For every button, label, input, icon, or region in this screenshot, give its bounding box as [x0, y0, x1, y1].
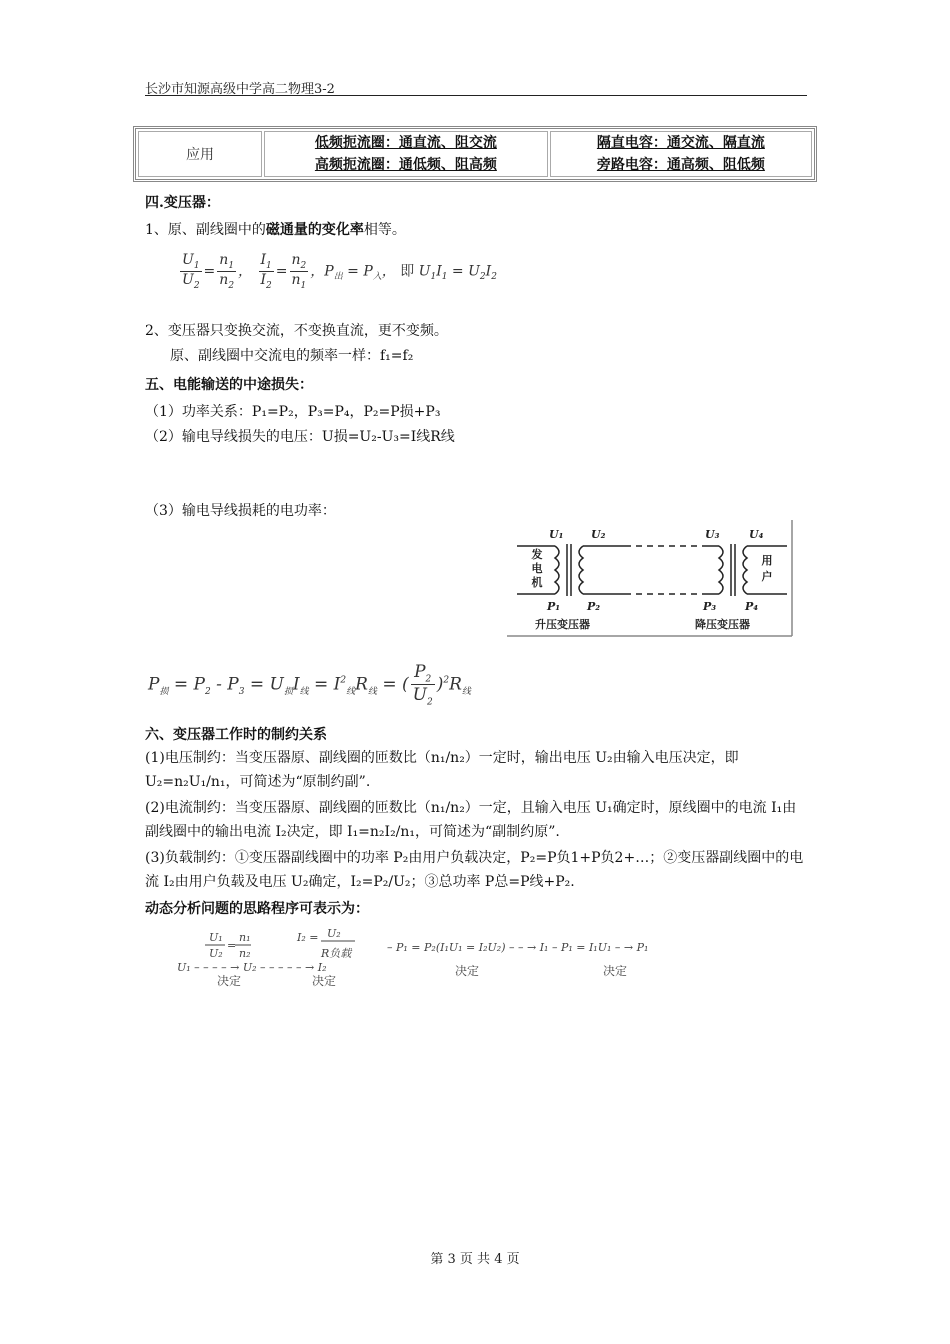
application-table	[133, 126, 817, 182]
svg-text:– P₁ = P₂(I₁U₁ = I₂U₂) – – → I: – P₁ = P₂(I₁U₁ = I₂U₂) – – → I₁ – P₁ = I₁U₁ – → P₁	[387, 941, 649, 954]
table-left-cell	[264, 131, 548, 177]
label-p1: P₁	[547, 600, 561, 613]
section-6-p3: (3)负载制约：①变压器副线圈中的功率 P₂由用户负载决定，P₂=P负1+P负2+…；②变压器副线圈中的电流 I₂由用户负载及电压 U₂确定，I₂=P₂/U₂；③总功率 P总=P线+P₂.	[145, 850, 804, 890]
section-6-title: 六、变压器工作时的制约关系	[145, 727, 327, 743]
line1-pre: 1、原、副线圈中的	[145, 222, 266, 238]
transmission-diagram	[505, 518, 795, 638]
svg-text:I₂ =: I₂ =	[297, 931, 319, 944]
label-u1: U₁	[549, 528, 564, 541]
svg-text:U₂: U₂	[327, 927, 341, 940]
svg-text:U₂: U₂	[209, 947, 223, 960]
section-4-line1	[145, 219, 406, 239]
table-label: 应用	[138, 131, 262, 177]
line1-post: 相等。	[363, 222, 406, 238]
table-right-item: 隔直电容：通交流、隔直流	[596, 135, 765, 151]
label-step-down: 降压变压器	[695, 618, 750, 631]
transformer-formula: $\frac{U_1}{U_2}$ = $\frac{n_1}{n_2}$ ， $\frac{I_1}{I_2}$ = $\frac{n_2}{n_1}$ ，$P_出 = P_入$， 即 $U_1I_1 = U_2I_2$	[182, 252, 497, 291]
svg-text:n₂: n₂	[239, 947, 251, 960]
gen-label: 发	[531, 548, 543, 561]
svg-text:机: 机	[531, 576, 543, 589]
section-6-p1: (1)电压制约：当变压器原、副线圈的匝数比（n₁/n₂）一定时，输出电压 U₂由输入电压决定，即 U₂=n₂U₁/n₁，可简述为“原制约副”.	[145, 750, 739, 790]
section-4-line2: 2、变压器只变换交流，不变换直流，更不变频。	[145, 323, 448, 339]
line1-bold: 磁通量的变化率	[265, 222, 364, 238]
section-6-p2: (2)电流制约：当变压器原、副线圈的匝数比（n₁/n₂）一定，且输入电压 U₁确定时，原线圈中的电流 I₁由副线圈中的输出电流 I₂决定，即 I₁=n₂I₂/n₁，可简述为“副制约原”.	[145, 800, 797, 840]
section-4-line3: 原、副线圈中交流电的频率一样：f₁=f₂	[170, 348, 414, 364]
label-p2: P₂	[587, 600, 601, 613]
header-rule	[145, 95, 807, 96]
label-u4: U₄	[749, 528, 764, 541]
svg-text:n₁: n₁	[239, 931, 251, 944]
table-left-item: 高频扼流圈：通低频、阻高频	[314, 157, 497, 173]
flow-decide-1: 决定	[217, 974, 242, 988]
svg-text:U₁: U₁	[209, 931, 223, 944]
label-u3: U₃	[705, 528, 720, 541]
svg-text:用: 用	[761, 554, 773, 567]
svg-text:R负载: R负载	[321, 947, 352, 960]
section-5-item3: （3）输电导线损耗的电功率：	[145, 503, 336, 519]
flow-decide-3: 决定	[455, 964, 480, 978]
section-5-title: 五、电能输送的中途损失：	[145, 377, 313, 393]
section-5-item1: （1）功率关系：P₁=P₂，P₃=P₄，P₂=P损+P₃	[145, 404, 441, 420]
svg-text:电: 电	[531, 562, 543, 575]
formula-connector: 即	[400, 263, 415, 280]
label-u2: U₂	[591, 528, 606, 541]
power-loss-formula: $P_损 = P_2 - P_3 = U_损I_线 = I^2_线R_线$ = ( $\frac{P_2}{U_2}$ )$^2R_线$	[148, 662, 471, 708]
dynamic-analysis-title: 动态分析问题的思路程序可表示为：	[145, 901, 369, 917]
flow-decide-2: 决定	[312, 974, 337, 988]
page-footer: 第 3 页 共 4 页	[430, 1252, 520, 1267]
table-right-item: 旁路电容：通高频、阻低频	[596, 157, 765, 173]
flow-decide-4: 决定	[603, 964, 628, 978]
svg-text:U₁ – – – – → U₂ – – – – – → I₂: U₁ – – – – → U₂ – – – – – → I₂	[177, 961, 327, 974]
label-p4: P₄	[745, 600, 759, 613]
label-p3: P₃	[703, 600, 717, 613]
svg-text:户: 户	[761, 570, 773, 583]
table-left-item: 低频扼流圈：通直流、阻交流	[314, 135, 497, 151]
dynamic-flow-diagram	[175, 925, 695, 995]
svg-text:=: =	[227, 939, 237, 952]
page-header: 长沙市知源高级中学高二物理3-2	[145, 82, 335, 97]
table-right-cell	[550, 131, 812, 177]
section-4-title: 四.变压器：	[145, 195, 220, 211]
section-5-item2: （2）输电导线损失的电压：U损=U₂-U₃=I线R线	[145, 429, 455, 445]
label-step-up: 升压变压器	[535, 618, 590, 631]
